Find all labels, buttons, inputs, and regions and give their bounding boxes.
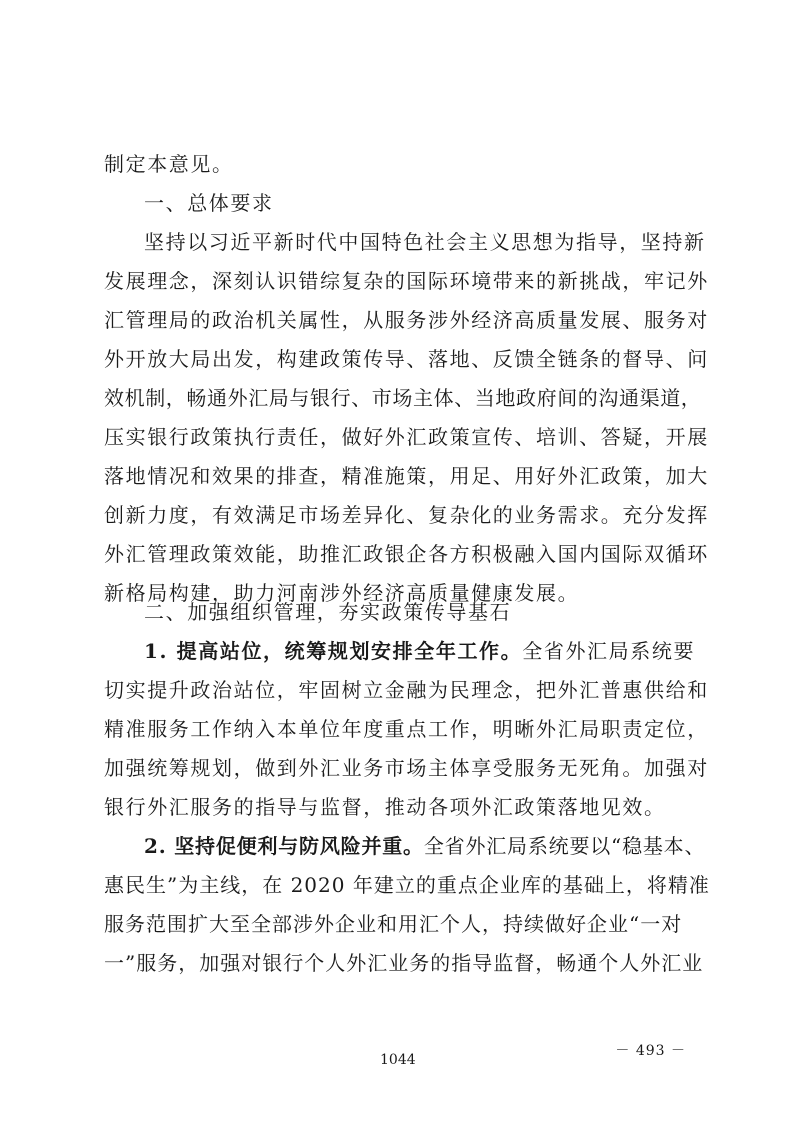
paragraph-line: 外开放大局出发，构建政策传导、落地、反馈全链条的督导、问 (104, 347, 709, 371)
subsection-title: 2. 坚持促便利与防风险并重。 (144, 834, 424, 858)
paragraph-line: 精准服务工作纳入本单位年度重点工作，明晰外汇局职责定位， (104, 717, 709, 741)
paragraph-line: 汇管理局的政治机关属性，从服务涉外经济高质量发展、服务对 (104, 308, 709, 332)
paragraph-line: 外汇管理政策效能，助推汇政银企各方积极融入国内国际双循环 (104, 542, 709, 566)
paragraph-line: 一”服务，加强对银行个人外汇业务的指导监督，畅通个人外汇业 (104, 951, 704, 975)
subsection-title: 1. 提高站位，统筹规划安排全年工作。 (144, 639, 523, 663)
paragraph-line: 效机制，畅通外汇局与银行、市场主体、当地政府间的沟通渠道， (104, 386, 702, 410)
paragraph-line: 服务范围扩大至全部涉外企业和用汇个人，持续做好企业“一对 (104, 912, 683, 936)
paragraph-line: 压实银行政策执行责任，做好外汇政策宣传、培训、答疑，开展 (104, 425, 709, 449)
paragraph-line: 发展理念，深刻认识错综复杂的国际环境带来的新挑战，牢记外 (104, 269, 709, 293)
paragraph-text: 全省外汇局系统要以“稳基本、 (423, 834, 706, 858)
section-heading: 一、总体要求 (144, 191, 274, 215)
paragraph-line (144, 828, 705, 864)
paragraph-line: 切实提升政治站位，牢固树立金融为民理念，把外汇普惠供给和 (104, 678, 709, 702)
paragraph-line: 制定本意见。 (104, 152, 234, 176)
page-number: － 493 － (615, 1043, 686, 1059)
paragraph-line: 新格局构建，助力河南涉外经济高质量健康发展。 (104, 581, 580, 605)
paragraph-line: 加强统筹规划，做到外汇业务市场主体享受服务无死角。加强对 (104, 756, 709, 780)
paragraph-text: 全省外汇局系统要 (522, 639, 696, 663)
paragraph-line: 银行外汇服务的指导与监督，推动各项外汇政策落地见效。 (104, 795, 666, 819)
paragraph-line: 落地情况和效果的排查，精准施策，用足、用好外汇政策，加大 (104, 464, 709, 488)
paragraph-line: 坚持以习近平新时代中国特色社会主义思想为指导，坚持新 (144, 230, 706, 254)
paragraph-line: 惠民生”为主线，在 2020 年建立的重点企业库的基础上，将精准 (104, 873, 710, 897)
folio-number: 1044 (380, 1052, 416, 1068)
section-heading: 二、加强组织管理，夯实政策传导基石 (144, 600, 512, 624)
paragraph-line (144, 633, 695, 669)
paragraph-line: 创新力度，有效满足市场差异化、复杂化的业务需求。充分发挥 (104, 503, 709, 527)
